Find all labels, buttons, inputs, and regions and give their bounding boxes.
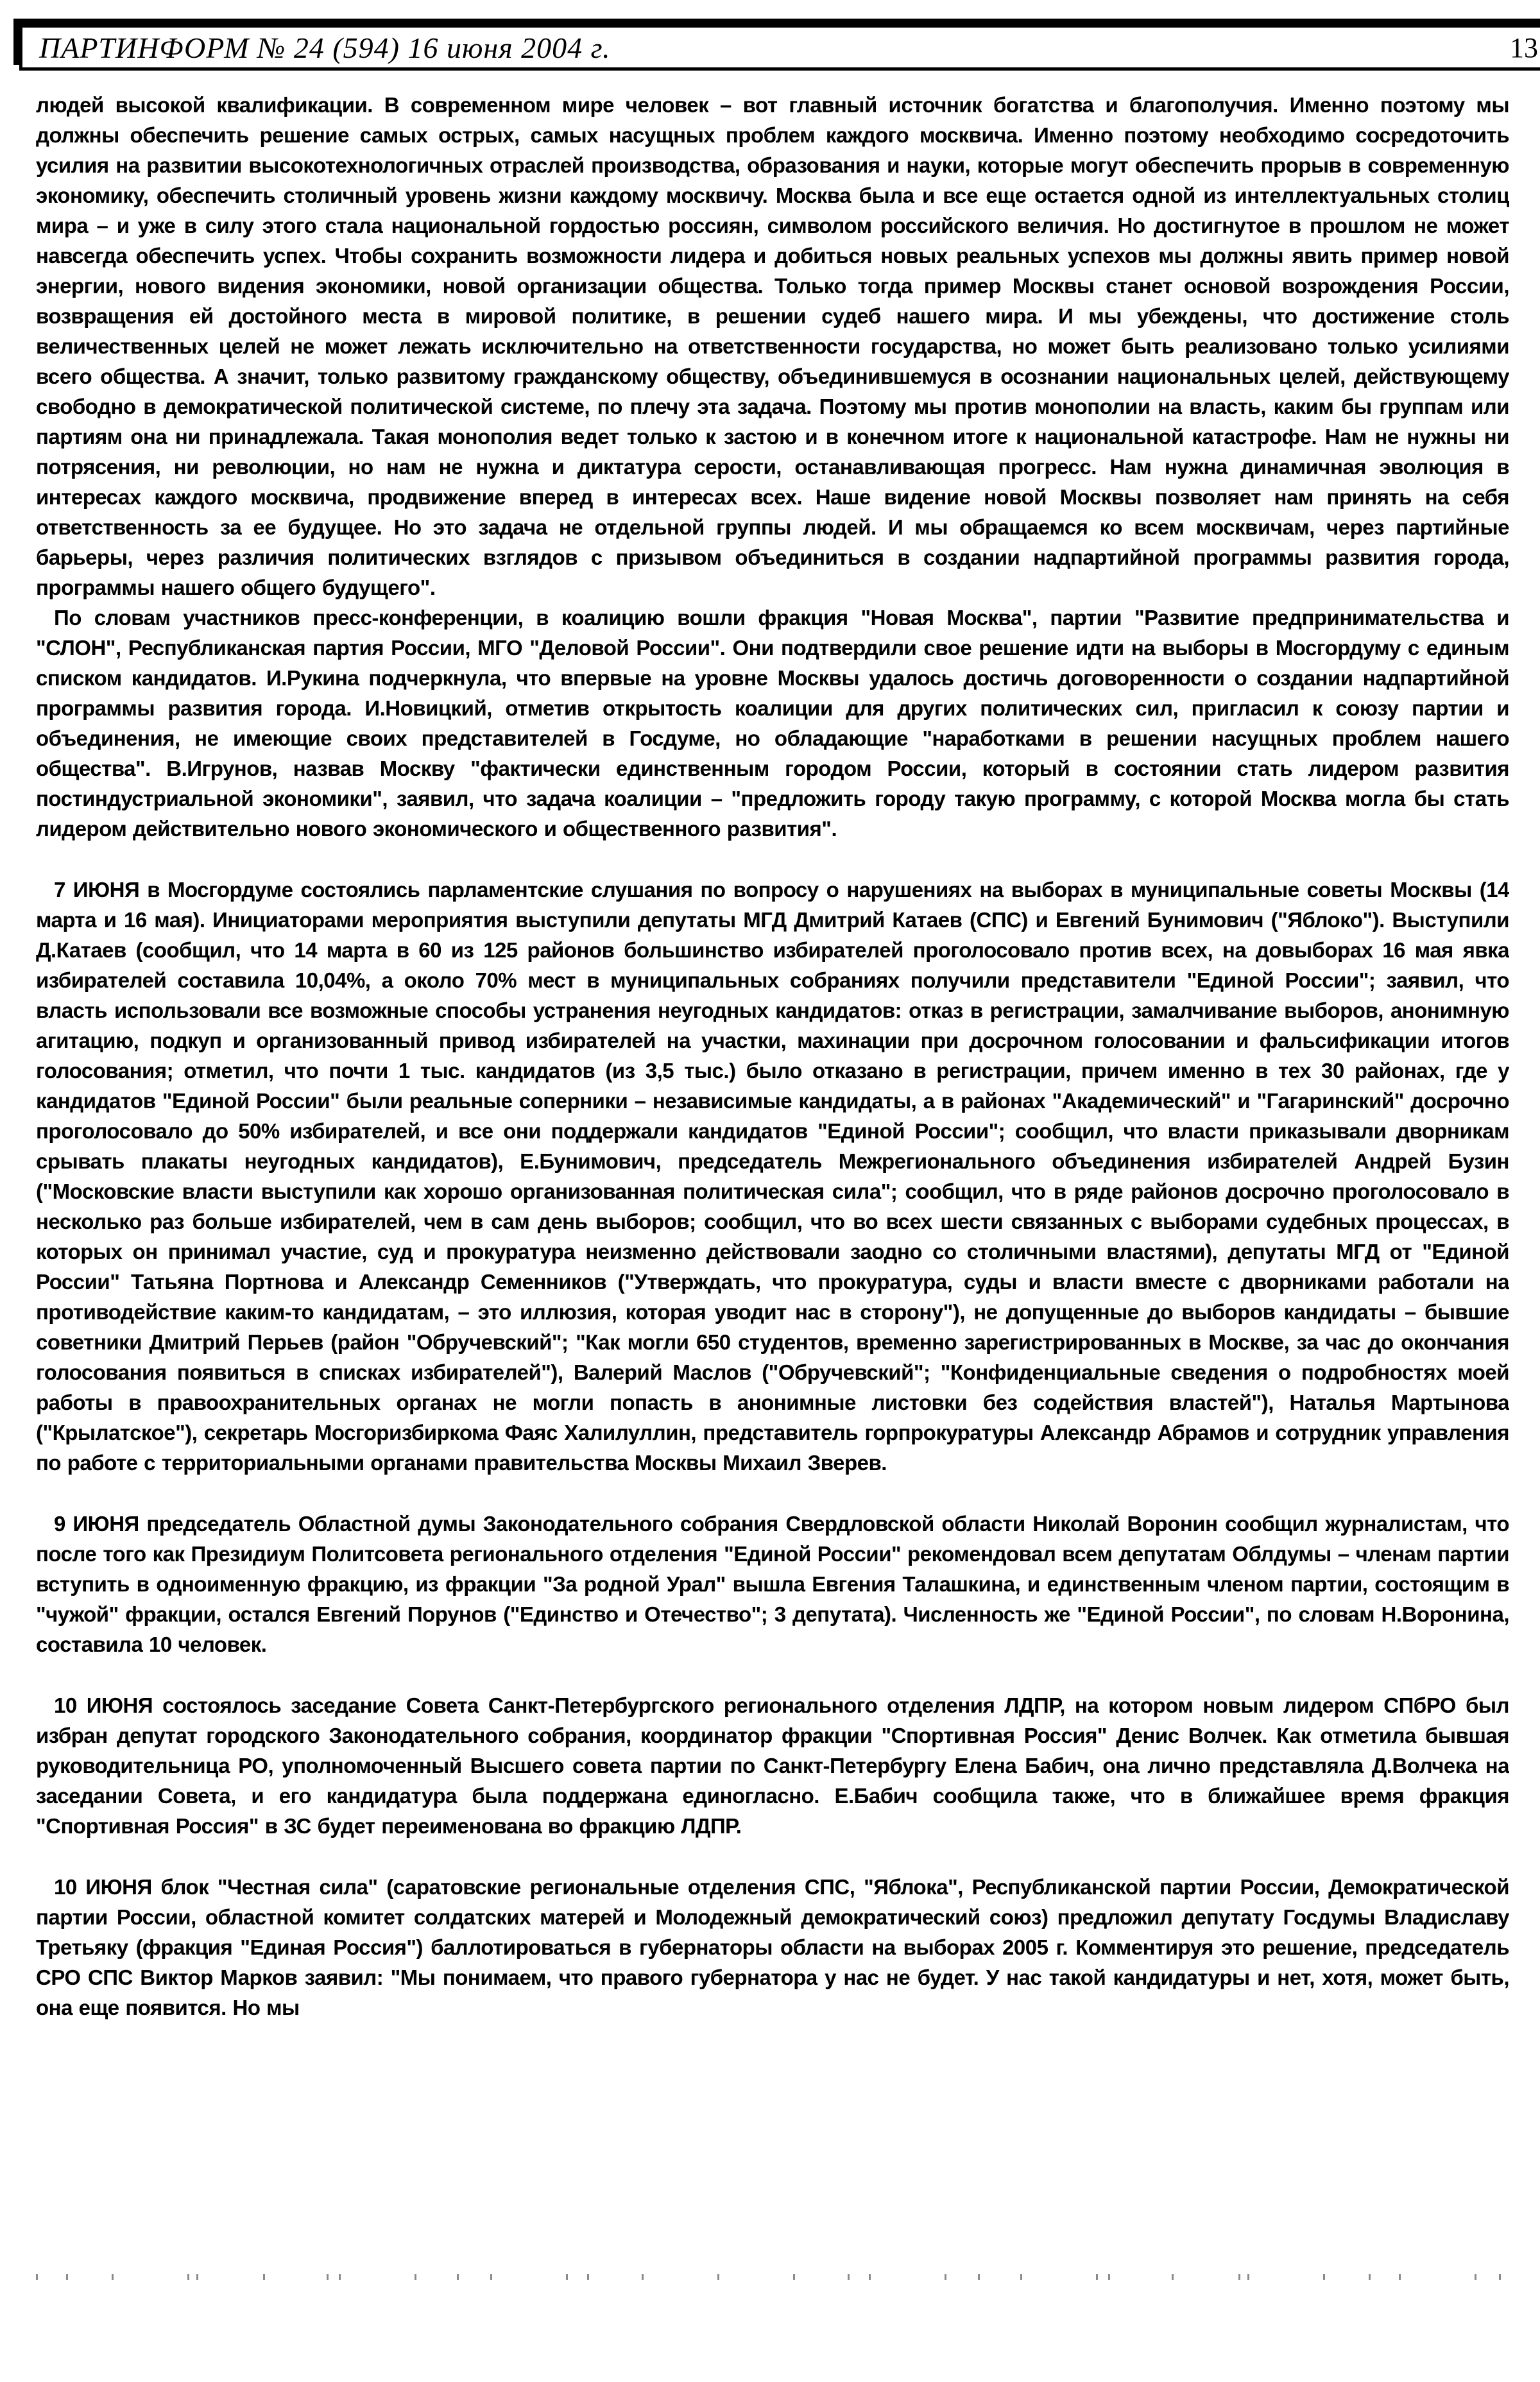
page-header	[19, 24, 1540, 71]
page-number: 13	[1510, 31, 1538, 64]
article-paragraph: По словам участников пресс-конференции, в коалицию вошли фракция "Новая Москва", партии "Развитие предпринимательства и "СЛОН", Республиканская партия России, МГО "Деловой России". Они подтвердили свое решение идти на выборы в Мосгордуму с единым списком кандидатов. И.Рукина подчеркнула, что впервые на уровне Москвы удалось достичь договоренности о создании надпартийной программы развития города. И.Новицкий, отметив открытость коалиции для других политических сил, пригласил к союзу партии и объединения, не имеющие своих представителей в Госдуме, но обладающие "наработками в решении насущных проблем нашего общества". В.Игрунов, назвав Москву "фактически единственным городом России, который в состоянии стать лидером развития постиндустриальной экономики", заявил, что задача коалиции – "предложить городу такую программу, с которой Москва могла бы стать лидером действительно нового экономического и общественного развития".	[36, 606, 1509, 841]
article-paragraph: людей высокой квалификации. В современном мире человек – вот главный источник богатства и благополучия. Именно поэтому мы должны обеспечить решение самых острых, самых насущных проблем каждого москвича. Именно поэтому необходимо сосредоточить усилия на развитии высокотехнологичных отраслей производства, образования и науки, которые могут обеспечить прорыв в современную экономику, обеспечить столичный уровень жизни каждому москвичу. Москва была и все еще остается одной из интеллектуальных столиц мира – и уже в силу этого стала национальной гордостью россиян, символом российского величия. Но достигнутое в прошлом не может навсегда обеспечить успех. Чтобы сохранить возможности лидера и добиться новых реальных успехов мы должны явить пример новой энергии, нового видения экономики, новой организации общества. Только тогда пример Москвы станет основой возрождения России, возвращения ей достойного места в мировой политике, в решении судеб нашего мира. И мы убеждены, что достижение столь величественных целей не может лежать исключительно на ответственности государства, но может быть реализовано только усилиями всего общества. А значит, только развитому гражданскому обществу, объединившемуся в осознании национальных целей, действующему свободно в демократической политической системе, по плечу эта задача. Поэтому мы против монополии на власть, каким бы группам или партиям она ни принадлежала. Такая монополия ведет только к застою и в конечном итоге к национальной катастрофе. Нам не нужны ни потрясения, ни революции, но нам не нужна и диктатура серости, останавливающая прогресс. Нам нужна динамичная эволюция в интересах каждого москвича, продвижение вперед в интересах всех. Наше видение новой Москвы позволяет нам принять на себя ответственность за ее будущее. Но это задача не отдельной группы людей. И мы обращаемся ко всем москвичам, через партийные барьеры, через различия политических взглядов с призывом объединиться в создании надпартийной программы развития города, программы нашего общего будущего".	[36, 93, 1509, 599]
article-paragraph: 9 ИЮНЯ председатель Областной думы Законодательного собрания Свердловской области Николай Воронин сообщил журналистам, что после того как Президиум Политсовета регионального отделения "Единой России" рекомендовал всем депутатам Облдумы – членам партии вступить в одноименную фракцию, из фракции "За родной Урал" вышла Евгения Талашкина, и единственным членом партии, состоящим в "чужой" фракции, остался Евгений Порунов ("Единство и Отечество"; 3 депутата). Численность же "Единой России", по словам Н.Воронина, составила 10 человек.	[36, 1512, 1509, 1656]
newsletter-title: ПАРТИНФОРМ № 24 (594) 16 июня 2004 г.	[39, 31, 611, 64]
article-paragraph: 7 ИЮНЯ в Мосгордуме состоялись парламентские слушания по вопросу о нарушениях на выборах в муниципальные советы Москвы (14 марта и 16 мая). Инициаторами мероприятия выступили депутаты МГД Дмитрий Катаев (СПС) и Евгений Бунимович ("Яблоко"). Выступили Д.Катаев (сообщил, что 14 марта в 60 из 125 районов большинство избирателей проголосовало против всех, на довыборах 16 мая явка избирателей составила 10,04%, а около 70% мест в муниципальных собраниях получили представители "Единой России"; заявил, что власть использовали все возможные способы устранения неугодных кандидатов: отказ в регистрации, замалчивание выборов, анонимную агитацию, подкуп и организованный привод избирателей на участки, махинации при досрочном голосовании и фальсификации итогов голосования; отметил, что почти 1 тыс. кандидатов (из 3,5 тыс.) было отказано в регистрации, причем именно в тех 30 районах, где у кандидатов "Единой России" были реальные соперники – независимые кандидаты, а в районах "Академический" и "Гагаринский" досрочно проголосовало до 50% избирателей, и все они поддержали кандидатов "Единой России"; сообщил, что власти приказывали дворникам срывать плакаты неугодных кандидатов), Е.Бунимович, председатель Межрегионального объединения избирателей Андрей Бузин ("Московские власти выступили как хорошо организованная политическая сила"; сообщил, что в ряде районов досрочно проголосовало в несколько раз больше избирателей, чем в сам день выборов; сообщил, что во всех шести связанных с выборами судебных процессах, в которых он принимал участие, суд и прокуратура неизменно действовали заодно со столичными властями), депутаты МГД от "Единой России" Татьяна Портнова и Александр Семенников ("Утверждать, что прокуратура, суды и власти вместе с дворниками работали на противодействие каким-то кандидатам, – это иллюзия, которая уводит нас в сторону"), не допущенные до выборов кандидаты – бывшие советники Дмитрий Перьев (район "Обручевский"; "Как могли 650 студентов, временно зарегистрированных в Москве, за час до окончания голосования появиться в списках избирателей"), Валерий Маслов ("Обручевский"; "Конфиденциальные сведения о подробностях моей работы в правоохранительных органах не могли попасть в анонимные листовки без содействия властей"), Наталья Мартынова ("Крылатское"), секретарь Мосгоризбиркома Фаяс Халилуллин, представитель горпрокуратуры Александр Абрамов и сотрудник управления по работе с территориальными органами правительства Москвы Михаил Зверев.	[36, 878, 1509, 1475]
page-cut-text-artifact	[36, 2274, 1505, 2280]
article-paragraph: 10 ИЮНЯ состоялось заседание Совета Санкт-Петербургского регионального отделения ЛДПР, на котором новым лидером СПбРО был избран депутат городского Законодательного собрания, координатор фракции "Спортивная Россия" Денис Волчек. Как отметила бывшая руководительница РО, уполномоченный Высшего совета партии по Санкт-Петербургу Елена Бабич, она лично представляла Д.Волчека на заседании Совета, и его кандидатура была поддержана единогласно. Е.Бабич сообщила также, что в ближайшее время фракция "Спортивная Россия" в ЗС будет переименована во фракцию ЛДПР.	[36, 1693, 1509, 1838]
article-paragraph: 10 ИЮНЯ блок "Честная сила" (саратовские региональные отделения СПС, "Яблока", Республиканской партии России, Демократической партии России, областной комитет солдатских матерей и Молодежный демократический союз) предложил депутату Госдумы Владиславу Третьяку (фракция "Единая Россия") баллотироваться в губернаторы области на выборах 2005 г. Комментируя это решение, председатель СРО СПС Виктор Марков заявил: "Мы понимаем, что правого губернатора у нас не будет. У нас такой кандидатуры и нет, хотя, может быть, она еще появится. Но мы	[36, 1875, 1509, 2019]
article-body	[36, 90, 1509, 2283]
